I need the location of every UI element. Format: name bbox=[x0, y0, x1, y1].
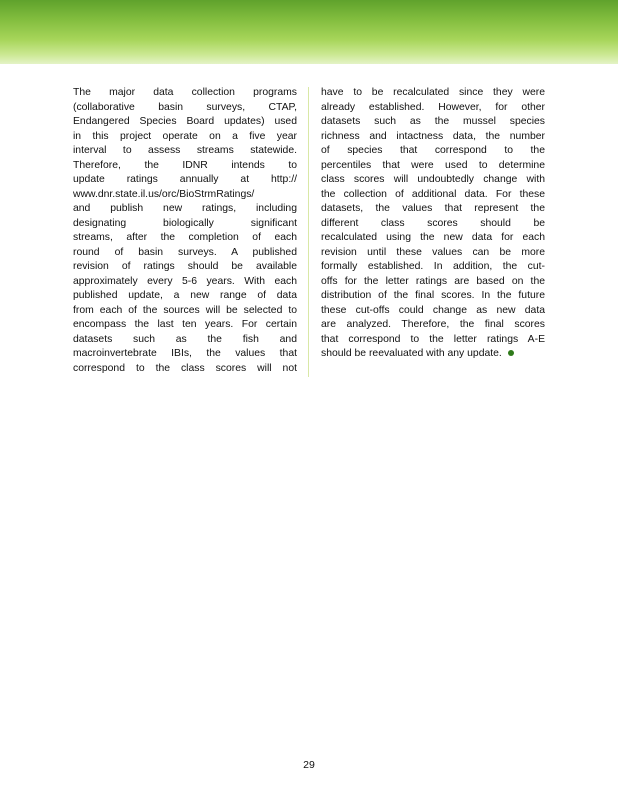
text-line: The major data collection programs bbox=[73, 87, 297, 98]
text-line: different class scores should be bbox=[321, 217, 545, 229]
end-of-section-bullet-icon bbox=[508, 350, 514, 356]
text-line: class scores will undoubtedly change with bbox=[321, 174, 545, 185]
column-divider bbox=[308, 87, 309, 377]
text-line: of species that correspond to the bbox=[321, 145, 545, 156]
text-line: round of basin surveys. A published bbox=[73, 246, 297, 258]
text-line: Endangered Species Board updates) used bbox=[73, 116, 297, 127]
text-line: designating biologically significant bbox=[73, 217, 297, 229]
left-column bbox=[73, 86, 297, 376]
text-line: formally established. In addition, the cut- bbox=[321, 261, 545, 272]
right-column bbox=[321, 86, 545, 362]
text-line: encompass the last ten years. For certain bbox=[73, 319, 297, 330]
text-line: datasets, the values that represent the bbox=[321, 203, 545, 214]
text-line: streams, after the completion of each bbox=[73, 232, 297, 243]
text-line: offs for the letter ratings are based on the bbox=[321, 275, 545, 287]
header-band bbox=[0, 0, 618, 64]
text-line: update ratings annually at http:// bbox=[73, 174, 297, 185]
text-line: published update, a new range of data bbox=[73, 290, 297, 301]
text-line: approximately every 5-6 years. With each bbox=[73, 275, 297, 287]
text-line: interval to assess streams statewide. bbox=[73, 145, 297, 156]
text-line: distribution of the final scores. In the future bbox=[321, 290, 545, 301]
text-line: percentiles that were used to determine bbox=[321, 159, 545, 171]
text-line: richness and intactness data, the number bbox=[321, 130, 545, 142]
page-number: 29 bbox=[303, 759, 315, 771]
text-line: that correspond to the letter ratings A-E bbox=[321, 333, 545, 345]
text-line: already established. However, for other bbox=[321, 101, 545, 113]
text-line: are analyzed. Therefore, the final scores bbox=[321, 319, 545, 330]
text-line: (collaborative basin surveys, CTAP, bbox=[73, 101, 297, 113]
text-line: datasets such as the fish and bbox=[73, 333, 297, 345]
text-line: Therefore, the IDNR intends to bbox=[73, 159, 297, 171]
text-line: revision of ratings should be available bbox=[73, 261, 297, 272]
text-line: revision until these values can be more bbox=[321, 246, 545, 258]
text-line: recalculated using the new data for each bbox=[321, 232, 545, 243]
text-line: datasets such as the mussel species bbox=[321, 116, 545, 127]
text-line-content: should be reevaluated with any update. bbox=[321, 348, 502, 359]
url-line[interactable]: www.dnr.state.il.us/orc/BioStrmRatings/ bbox=[73, 188, 255, 200]
text-line: from each of the sources will be selected to bbox=[73, 304, 297, 316]
text-line: these cut-offs could change as new data bbox=[321, 304, 545, 316]
text-line: correspond to the class scores will not bbox=[73, 362, 297, 374]
text-line: in this project operate on a five year bbox=[73, 130, 297, 142]
text-line: the collection of additional data. For these bbox=[321, 188, 545, 200]
text-line: macroinvertebrate IBIs, the values that bbox=[73, 348, 297, 359]
text-line: and publish new ratings, including bbox=[73, 203, 297, 214]
last-text-line bbox=[321, 347, 545, 362]
text-line: have to be recalculated since they were bbox=[321, 87, 545, 98]
